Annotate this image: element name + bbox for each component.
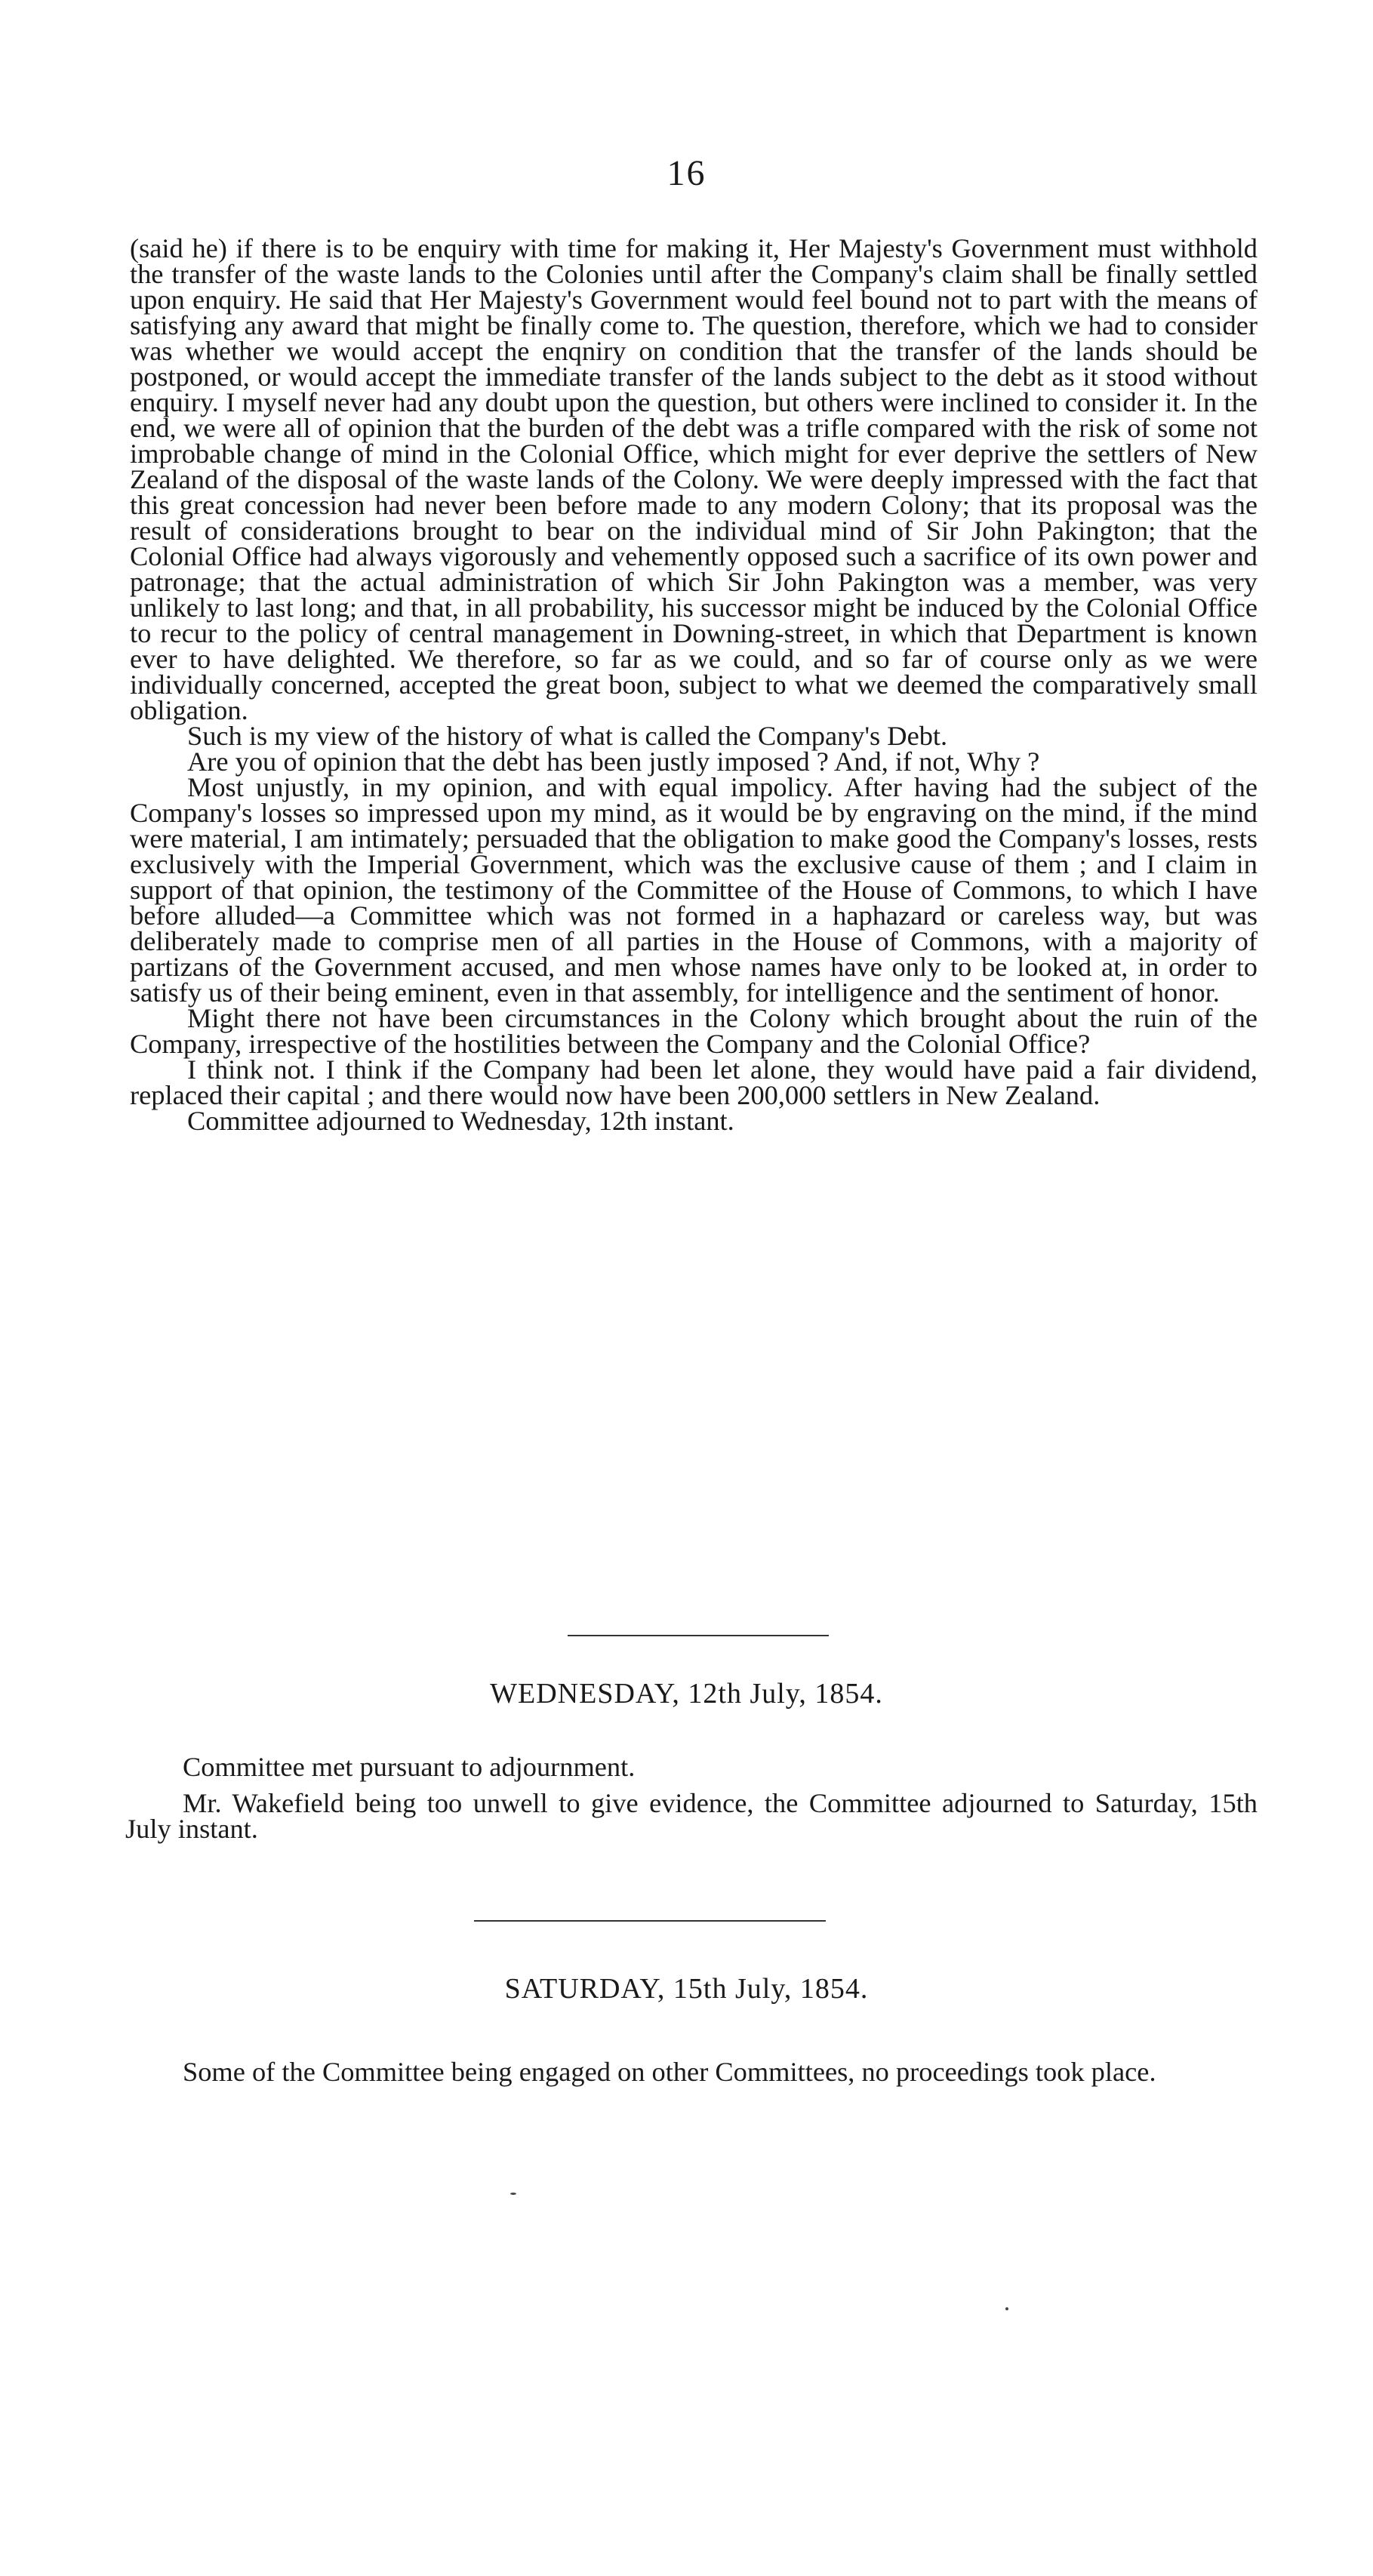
section-divider	[474, 1920, 826, 1922]
saturday-section	[125, 2059, 1258, 2095]
saturday-heading: SATURDAY, 15th July, 1854.	[504, 1973, 869, 2005]
question-paragraph: Are you of opinion that the debt has been justly imposed ? And, if not, Why ?	[187, 746, 1040, 777]
saturday-paragraph: Some of the Committee being engaged on other Committees, no proceedings took place.	[183, 2057, 1156, 2087]
question-paragraph: Might there not have been circumstances in the Colony which brought about the ruin of the Company, irrespective of the hostilities between the Company and the Colonial Office?	[130, 1003, 1258, 1059]
page-number: 16	[666, 153, 707, 193]
wednesday-paragraph: Mr. Wakefield being too unwell to give evidence, the Committee adjourned to Saturday, 15th July instant.	[125, 1788, 1258, 1844]
print-speck	[510, 2193, 516, 2195]
print-speck	[1005, 2307, 1008, 2310]
testimony-paragraph: Such is my view of the history of what is called the Company's Debt.	[187, 721, 948, 751]
wednesday-heading: WEDNESDAY, 12th July, 1854.	[490, 1678, 883, 1710]
testimony-paragraph: Most unjustly, in my opinion, and with equal impolicy. After having had the subject of the Company's losses so impressed upon my mind, as it would be by engraving on the mind, if the mind were material, I am intimately; persuaded that the obligation to make good the Company's losses, rests exclusively with the Imperial Government, which was the exclusive cause of them ; and I claim in support of that opinion, the testimony of the Committee of the House of Commons, to which I have before alluded—a Committee which was not formed in a haphazard or careless way, but was deliberately made to comprise men of all parties in the House of Commons, with a majority of partizans of the Government accused, and men whose names have only to be looked at, in order to satisfy us of their being eminent, even in that assembly, for intelligence and the sentiment of honor.	[130, 772, 1258, 1008]
adjournment-note: Committee adjourned to Wednesday, 12th instant.	[187, 1106, 734, 1136]
wednesday-section	[125, 1754, 1258, 1852]
testimony-section	[130, 235, 1258, 1134]
section-divider	[568, 1635, 829, 1636]
testimony-paragraph: I think not. I think if the Company had been let alone, they would have paid a fair dividend, replaced their capital ; and there would now have been 200,000 settlers in New Zealand.	[130, 1054, 1258, 1110]
testimony-paragraph: (said he) if there is to be enquiry with time for making it, Her Majesty's Government must withhold the transfer of the waste lands to the Colonies until after the Company's claim shall be finally settled upon enquiry. He said that Her Majesty's Government would feel bound not to part with the means of satisfying any award that might be finally come to. The question, therefore, which we had to consider was whether we would accept the enqniry on condition that the transfer of the lands should be postponed, or would accept the immediate transfer of the lands subject to the debt as it stood without enquiry. I myself never had any doubt upon the question, but others were inclined to consider it. In the end, we were all of opinion that the burden of the debt was a trifle compared with the risk of some not improbable change of mind in the Colonial Office, which might for ever deprive the settlers of New Zealand of the disposal of the waste lands of the Colony. We were deeply impressed with the fact that this great concession had never been before made to any modern Colony; that its proposal was the result of considerations brought to bear on the individual mind of Sir John Pakington; that the Colonial Office had always vigorously and vehemently opposed such a sacrifice of its own power and patronage; that the actual administration of which Sir John Pakington was a member, was very unlikely to last long; and that, in all probability, his successor might be induced by the Colonial Office to recur to the policy of central management in Downing-street, in which that Department is known ever to have delighted. We therefore, so far as we could, and so far of course only as we were individually concerned, accepted the great boon, subject to what we deemed the comparatively small obligation.	[130, 233, 1258, 725]
wednesday-paragraph: Committee met pursuant to adjournment.	[183, 1752, 636, 1782]
